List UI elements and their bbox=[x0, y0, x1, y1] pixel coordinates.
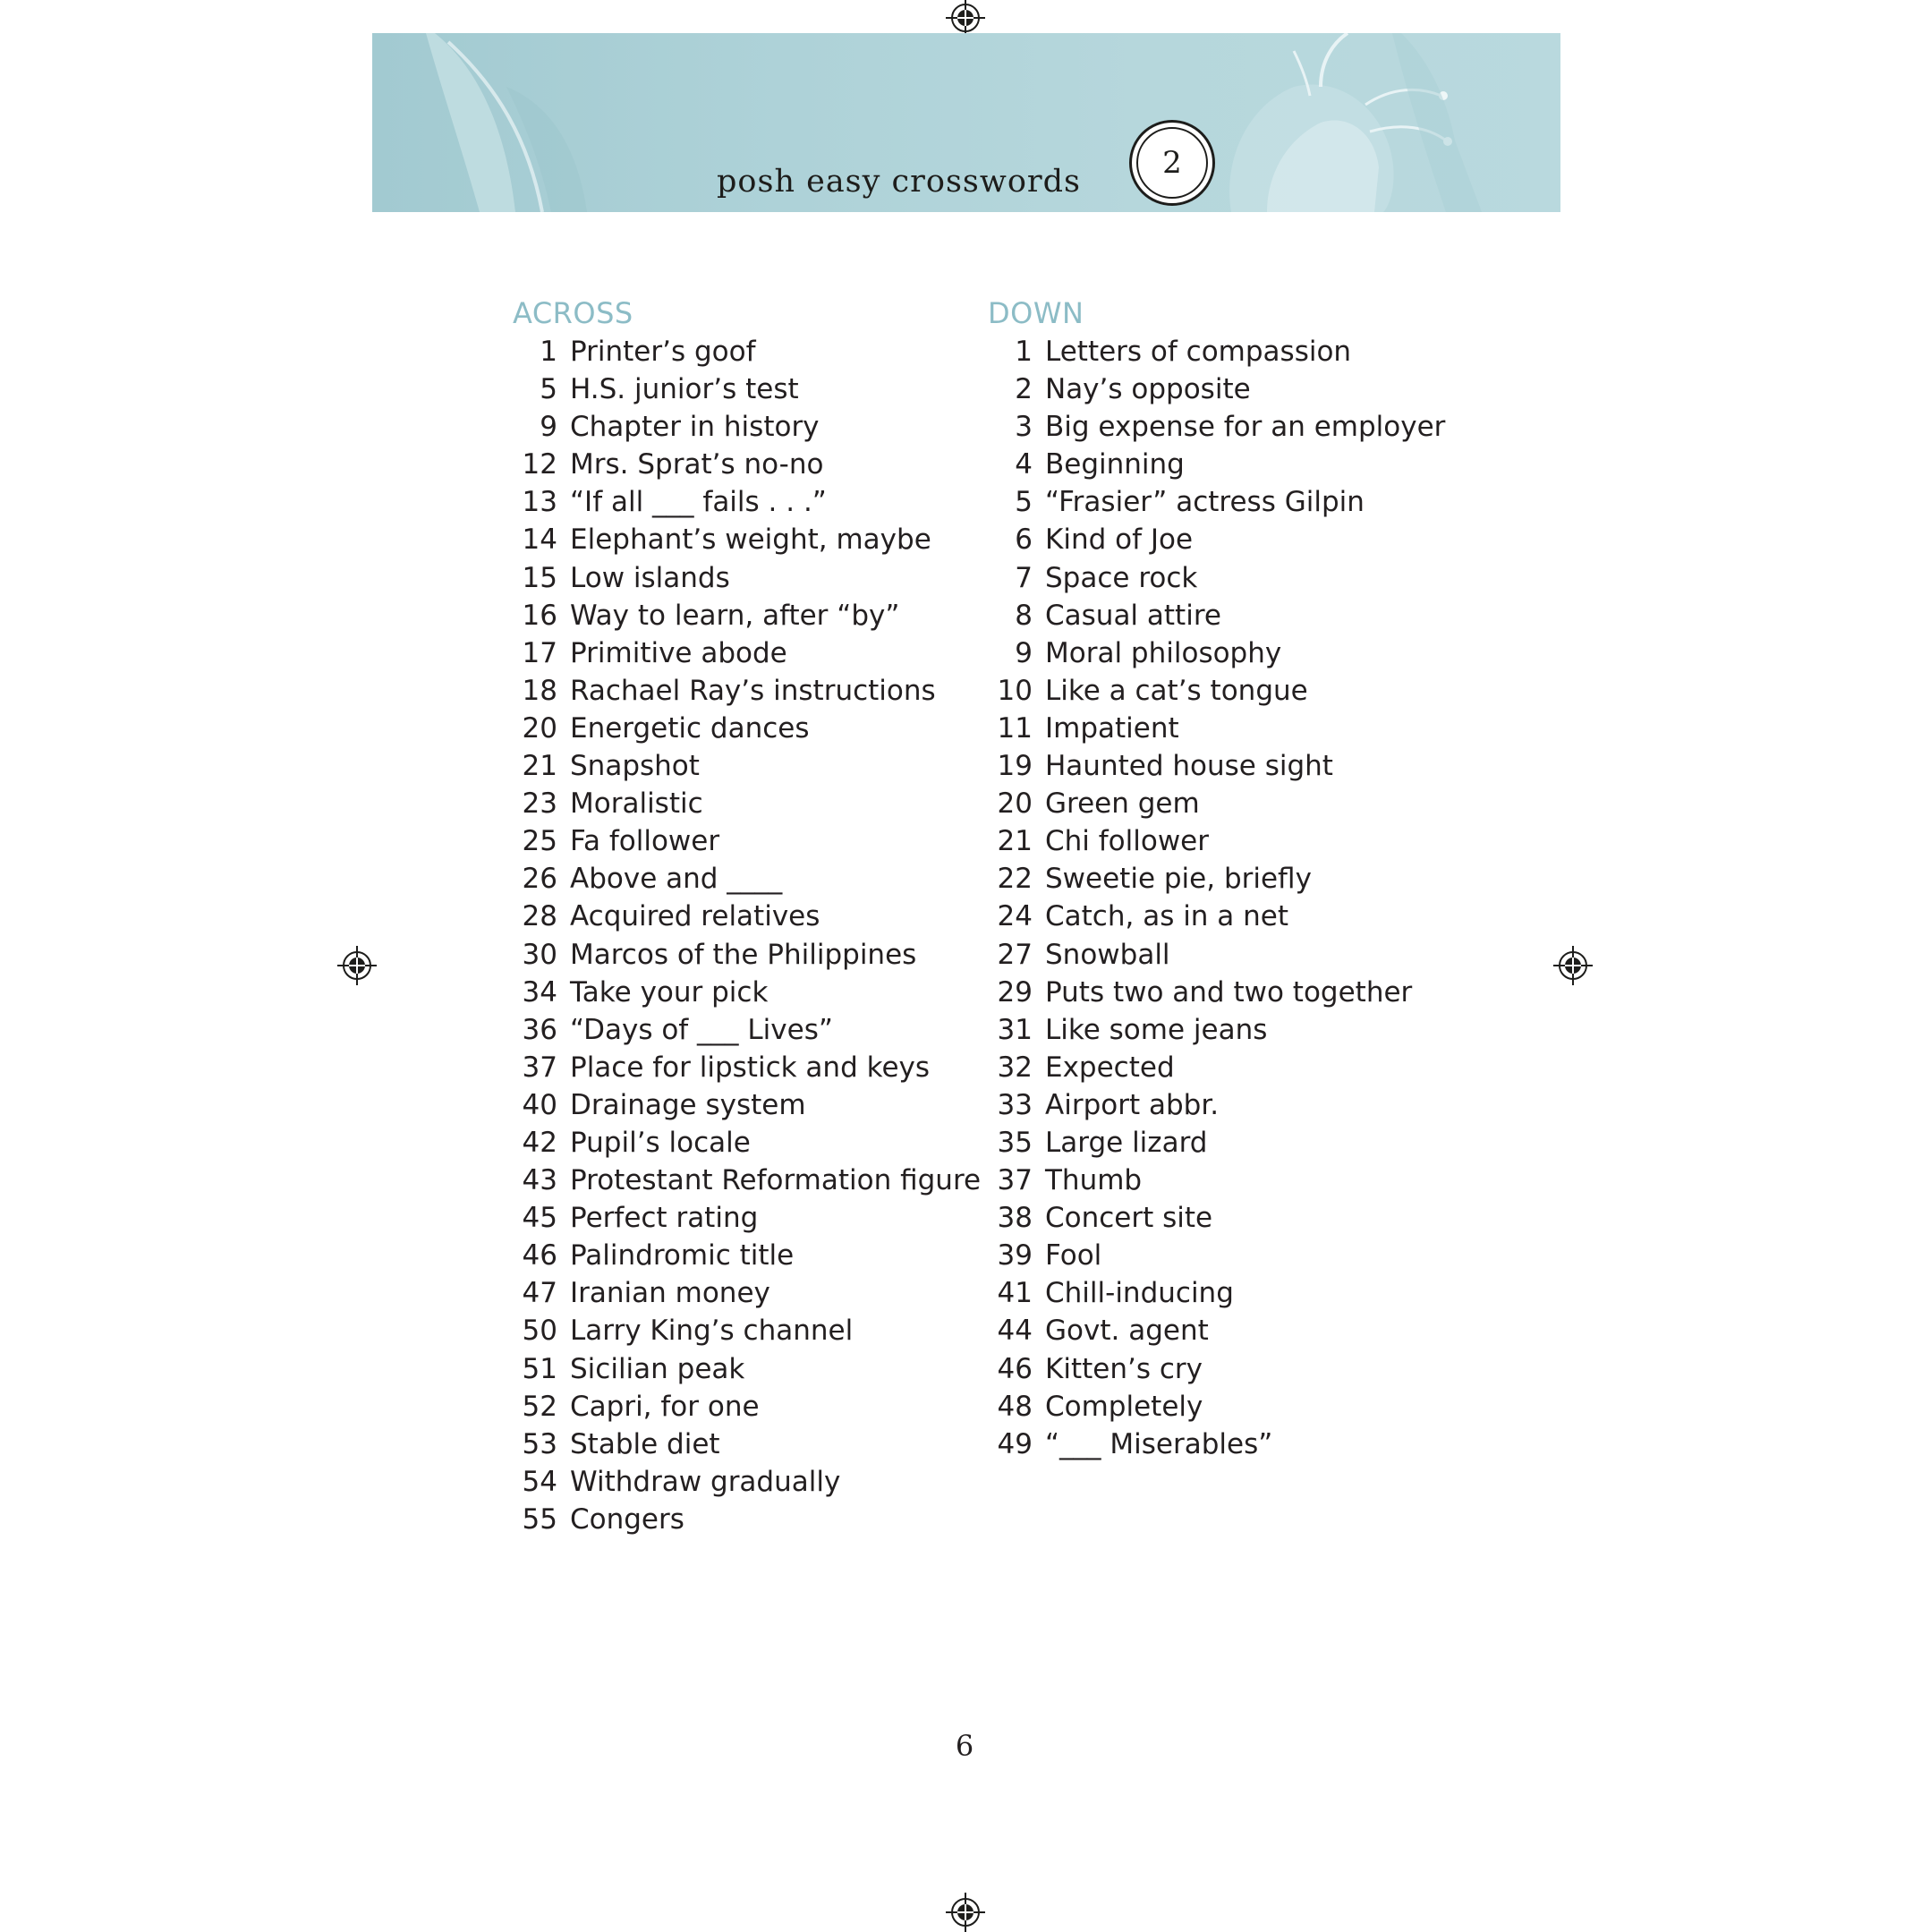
clue-number: 42 bbox=[522, 1126, 557, 1159]
clue-number: 4 bbox=[1015, 448, 1033, 481]
clue-number: 20 bbox=[522, 711, 557, 745]
clue-item bbox=[513, 860, 942, 898]
clue-number: 41 bbox=[997, 1277, 1033, 1310]
clue-number: 55 bbox=[522, 1502, 557, 1536]
clue-number: 19 bbox=[997, 750, 1033, 783]
clue-item bbox=[513, 408, 942, 446]
clue-number: 35 bbox=[997, 1126, 1033, 1159]
clue-number: 23 bbox=[522, 787, 557, 821]
puzzle-number-badge bbox=[1129, 120, 1215, 206]
clue-text: Iranian money bbox=[570, 1277, 770, 1310]
clue-number: 9 bbox=[540, 411, 557, 444]
clue-number: 45 bbox=[522, 1202, 557, 1235]
clue-text: “Frasier” actress Gilpin bbox=[1045, 486, 1365, 519]
clue-text: H.S. junior’s test bbox=[570, 373, 799, 406]
clue-item bbox=[988, 710, 1453, 747]
clue-item bbox=[988, 370, 1453, 408]
clue-number: 6 bbox=[1015, 523, 1033, 557]
clue-number: 40 bbox=[522, 1088, 557, 1121]
clue-text: Kitten’s cry bbox=[1045, 1352, 1203, 1385]
clue-text: Energetic dances bbox=[570, 711, 810, 745]
clue-number: 53 bbox=[522, 1427, 557, 1460]
across-clues bbox=[513, 294, 982, 1538]
clue-number: 24 bbox=[997, 900, 1033, 933]
clue-text: Thumb bbox=[1045, 1164, 1143, 1197]
clue-number: 18 bbox=[522, 674, 557, 707]
clue-item bbox=[988, 822, 1453, 860]
clue-item bbox=[513, 1388, 942, 1426]
clue-text: Casual attire bbox=[1045, 599, 1221, 632]
clue-item bbox=[988, 1388, 1453, 1426]
clue-item bbox=[513, 333, 942, 370]
clue-text: “___ Miserables” bbox=[1045, 1427, 1273, 1460]
clue-text: Concert site bbox=[1045, 1202, 1213, 1235]
clue-number: 31 bbox=[997, 1013, 1033, 1046]
clue-text: Moralistic bbox=[570, 787, 703, 821]
clue-number: 51 bbox=[522, 1352, 557, 1385]
clue-number: 30 bbox=[522, 938, 557, 971]
clue-number: 8 bbox=[1015, 599, 1033, 632]
clue-text: Chill-inducing bbox=[1045, 1277, 1234, 1310]
clue-text: Kind of Joe bbox=[1045, 523, 1194, 557]
down-clues bbox=[988, 294, 1453, 1463]
clue-number: 46 bbox=[997, 1352, 1033, 1385]
clue-text: Green gem bbox=[1045, 787, 1200, 821]
clue-item bbox=[988, 1274, 1453, 1312]
clue-text: Impatient bbox=[1045, 711, 1179, 745]
clue-text: Puts two and two together bbox=[1045, 975, 1413, 1009]
clue-item bbox=[513, 1086, 942, 1124]
clue-text: Perfect rating bbox=[570, 1202, 759, 1235]
clue-text: Above and ____ bbox=[570, 863, 783, 896]
clue-number: 3 bbox=[1015, 411, 1033, 444]
clue-text: Snowball bbox=[1045, 938, 1170, 971]
clue-number: 44 bbox=[997, 1315, 1033, 1348]
clue-number: 5 bbox=[540, 373, 557, 406]
clue-number: 21 bbox=[522, 750, 557, 783]
clue-item bbox=[988, 1049, 1453, 1086]
clue-number: 50 bbox=[522, 1315, 557, 1348]
clue-number: 7 bbox=[1015, 561, 1033, 594]
clue-item bbox=[513, 634, 942, 672]
clue-number: 13 bbox=[522, 486, 557, 519]
clue-text: Like a cat’s tongue bbox=[1045, 674, 1308, 707]
clue-number: 9 bbox=[1015, 636, 1033, 669]
clue-text: Withdraw gradually bbox=[570, 1465, 841, 1498]
clue-text: Govt. agent bbox=[1045, 1315, 1209, 1348]
clue-item bbox=[988, 333, 1453, 370]
clue-number: 26 bbox=[522, 863, 557, 896]
clue-item bbox=[513, 1501, 942, 1538]
clue-item bbox=[513, 370, 942, 408]
clue-number: 49 bbox=[997, 1427, 1033, 1460]
clue-item bbox=[988, 747, 1453, 785]
clue-item bbox=[988, 1011, 1453, 1049]
clue-item bbox=[513, 1350, 942, 1388]
clue-item bbox=[513, 1049, 942, 1086]
clue-number: 11 bbox=[997, 711, 1033, 745]
clue-number: 21 bbox=[997, 825, 1033, 858]
clue-item bbox=[513, 1124, 942, 1162]
clue-number: 46 bbox=[522, 1239, 557, 1272]
clue-number: 33 bbox=[997, 1088, 1033, 1121]
clue-number: 17 bbox=[522, 636, 557, 669]
registration-mark-icon-top bbox=[946, 0, 985, 38]
clue-item bbox=[988, 408, 1453, 446]
clue-text: Larry King’s channel bbox=[570, 1315, 854, 1348]
down-heading: DOWN bbox=[988, 296, 1084, 330]
clue-item bbox=[513, 1426, 942, 1463]
clue-item bbox=[988, 1312, 1453, 1349]
clue-text: Capri, for one bbox=[570, 1390, 760, 1423]
clue-number: 1 bbox=[540, 336, 557, 368]
registration-mark-icon-left bbox=[337, 946, 377, 985]
clue-item bbox=[988, 1426, 1453, 1463]
clue-text: Rachael Ray’s instructions bbox=[570, 674, 936, 707]
clue-text: Protestant Reformation figure bbox=[570, 1164, 982, 1197]
clue-number: 38 bbox=[997, 1202, 1033, 1235]
clue-number: 1 bbox=[1015, 336, 1033, 368]
registration-mark-icon-bottom bbox=[946, 1893, 985, 1932]
clue-text: Beginning bbox=[1045, 448, 1185, 481]
clue-item bbox=[513, 1011, 942, 1049]
clue-item bbox=[988, 1350, 1453, 1388]
clue-number: 29 bbox=[997, 975, 1033, 1009]
clue-number: 22 bbox=[997, 863, 1033, 896]
clue-number: 2 bbox=[1015, 373, 1033, 406]
clue-item bbox=[988, 672, 1453, 710]
clue-text: “If all ___ fails . . .” bbox=[570, 486, 827, 519]
clue-text: “Days of ___ Lives” bbox=[570, 1013, 833, 1046]
clue-text: Chapter in history bbox=[570, 411, 820, 444]
clue-text: Fool bbox=[1045, 1239, 1102, 1272]
clue-number: 37 bbox=[522, 1051, 557, 1084]
clue-item bbox=[513, 521, 942, 558]
down-clue-list bbox=[988, 333, 1453, 1463]
clue-text: Catch, as in a net bbox=[1045, 900, 1289, 933]
clue-number: 47 bbox=[522, 1277, 557, 1310]
clue-text: Pupil’s locale bbox=[570, 1126, 751, 1159]
clue-item bbox=[513, 785, 942, 822]
clue-text: Chi follower bbox=[1045, 825, 1210, 858]
clue-number: 43 bbox=[522, 1164, 557, 1197]
clue-item bbox=[988, 483, 1453, 521]
clue-text: Airport abbr. bbox=[1045, 1088, 1220, 1121]
clue-item bbox=[988, 860, 1453, 898]
clue-item bbox=[513, 1199, 942, 1237]
clue-item bbox=[988, 1162, 1453, 1199]
book-title: posh easy crosswords bbox=[717, 164, 1081, 200]
clue-number: 16 bbox=[522, 599, 557, 632]
clue-text: Large lizard bbox=[1045, 1126, 1208, 1159]
clue-item bbox=[988, 1124, 1453, 1162]
clue-text: Expected bbox=[1045, 1051, 1175, 1084]
page-number: 6 bbox=[955, 1729, 974, 1763]
clue-text: Letters of compassion bbox=[1045, 336, 1352, 368]
clue-item bbox=[513, 483, 942, 521]
clue-text: Elephant’s weight, maybe bbox=[570, 523, 931, 557]
clue-number: 14 bbox=[522, 523, 557, 557]
clue-item bbox=[988, 521, 1453, 558]
clue-text: Primitive abode bbox=[570, 636, 787, 669]
clue-item bbox=[513, 1312, 942, 1349]
clue-item bbox=[513, 672, 942, 710]
clue-text: Congers bbox=[570, 1502, 684, 1536]
clue-text: Nay’s opposite bbox=[1045, 373, 1251, 406]
clue-item bbox=[513, 822, 942, 860]
clue-text: Place for lipstick and keys bbox=[570, 1051, 931, 1084]
clue-item bbox=[513, 1274, 942, 1312]
clue-text: Palindromic title bbox=[570, 1239, 795, 1272]
clue-item bbox=[513, 1162, 982, 1199]
clue-text: Stable diet bbox=[570, 1427, 720, 1460]
clue-text: Completely bbox=[1045, 1390, 1203, 1423]
clue-text: Big expense for an employer bbox=[1045, 411, 1446, 444]
clue-number: 34 bbox=[522, 975, 557, 1009]
clue-item bbox=[513, 597, 942, 634]
clue-text: Moral philosophy bbox=[1045, 636, 1282, 669]
clue-item bbox=[988, 974, 1453, 1011]
clue-item bbox=[513, 446, 942, 483]
clue-text: Fa follower bbox=[570, 825, 720, 858]
clue-text: Acquired relatives bbox=[570, 900, 820, 933]
clue-number: 48 bbox=[997, 1390, 1033, 1423]
clue-number: 36 bbox=[522, 1013, 557, 1046]
clue-item bbox=[988, 898, 1453, 935]
clue-text: Low islands bbox=[570, 561, 730, 594]
clue-number: 25 bbox=[522, 825, 557, 858]
clue-text: Take your pick bbox=[570, 975, 769, 1009]
clue-item bbox=[988, 597, 1453, 634]
clue-item bbox=[988, 1199, 1453, 1237]
clue-item bbox=[988, 559, 1453, 597]
clue-text: Marcos of the Philippines bbox=[570, 938, 917, 971]
clue-item bbox=[988, 936, 1453, 974]
clue-item bbox=[988, 634, 1453, 672]
header-banner bbox=[372, 33, 1560, 212]
clue-number: 28 bbox=[522, 900, 557, 933]
clue-number: 39 bbox=[997, 1239, 1033, 1272]
clue-item bbox=[513, 710, 942, 747]
across-heading: ACROSS bbox=[513, 296, 633, 330]
clue-item bbox=[513, 898, 942, 935]
clue-item bbox=[513, 1237, 942, 1274]
clue-text: Sweetie pie, briefly bbox=[1045, 863, 1312, 896]
clue-number: 12 bbox=[522, 448, 557, 481]
clue-number: 37 bbox=[997, 1164, 1033, 1197]
puzzle-number: 2 bbox=[1162, 145, 1182, 181]
clue-text: Space rock bbox=[1045, 561, 1198, 594]
clue-text: Printer’s goof bbox=[570, 336, 756, 368]
clue-text: Like some jeans bbox=[1045, 1013, 1268, 1046]
clue-number: 32 bbox=[997, 1051, 1033, 1084]
clue-item bbox=[988, 785, 1453, 822]
registration-mark-icon-right bbox=[1553, 946, 1593, 985]
clue-item bbox=[513, 1463, 942, 1501]
clue-item bbox=[988, 1086, 1453, 1124]
clue-item bbox=[988, 446, 1453, 483]
clue-text: Snapshot bbox=[570, 750, 700, 783]
clue-number: 20 bbox=[997, 787, 1033, 821]
clue-item bbox=[513, 747, 942, 785]
clue-number: 10 bbox=[997, 674, 1033, 707]
clue-text: Sicilian peak bbox=[570, 1352, 745, 1385]
clue-number: 15 bbox=[522, 561, 557, 594]
clue-item bbox=[513, 936, 942, 974]
clue-item bbox=[513, 974, 942, 1011]
clue-text: Mrs. Sprat’s no-no bbox=[570, 448, 824, 481]
clue-item bbox=[988, 1237, 1453, 1274]
clue-text: Way to learn, after “by” bbox=[570, 599, 900, 632]
clue-number: 5 bbox=[1015, 486, 1033, 519]
clue-number: 52 bbox=[522, 1390, 557, 1423]
clue-text: Haunted house sight bbox=[1045, 750, 1333, 783]
clue-item bbox=[513, 559, 942, 597]
clue-text: Drainage system bbox=[570, 1088, 806, 1121]
clue-number: 27 bbox=[997, 938, 1033, 971]
across-clue-list bbox=[513, 333, 982, 1538]
clue-number: 54 bbox=[522, 1465, 557, 1498]
